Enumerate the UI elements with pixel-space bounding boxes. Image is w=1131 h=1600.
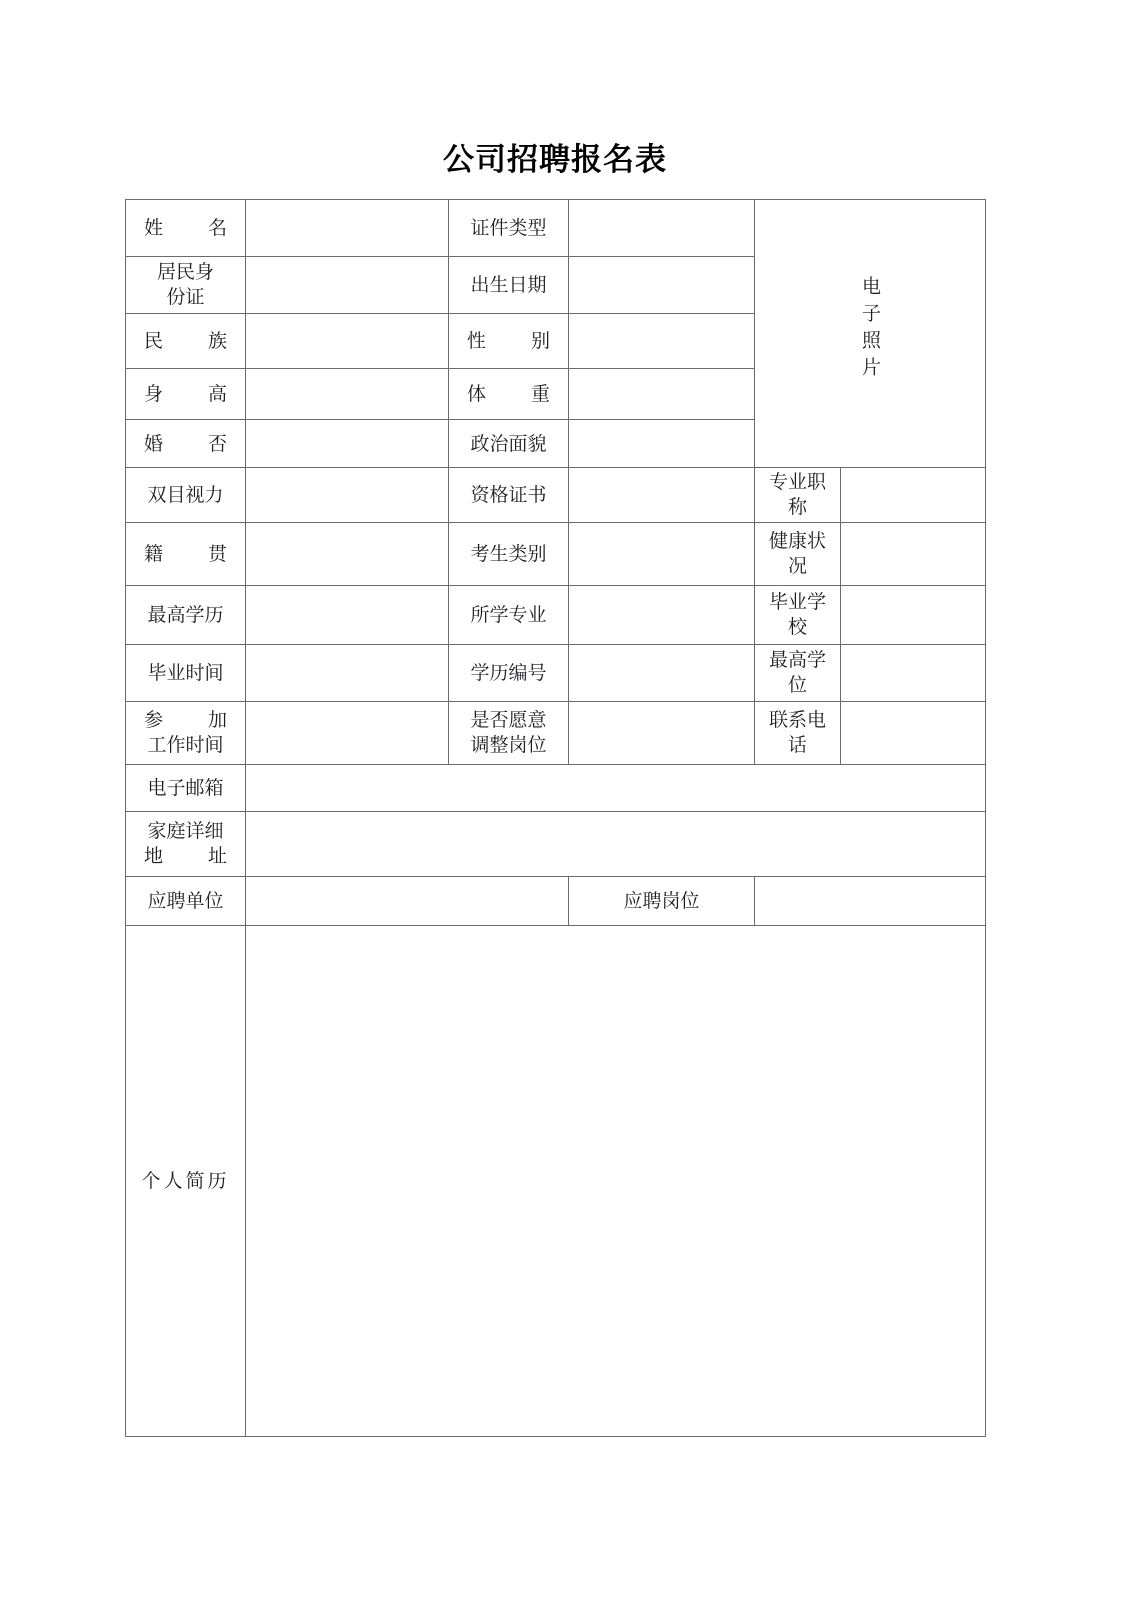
label-email-text: 电子邮箱 (147, 777, 224, 799)
field-work-start[interactable] (246, 702, 449, 765)
label-work-start-line2: 工作时间 (147, 734, 224, 756)
label-education-number-text: 学历编号 (470, 662, 547, 684)
label-birth-date (449, 257, 569, 314)
label-graduation-time-text: 毕业时间 (147, 662, 224, 684)
label-id-type-text: 证件类型 (470, 217, 547, 239)
label-id-card (126, 257, 246, 314)
label-highest-education-text: 最高学历 (147, 604, 224, 626)
label-native-place (126, 523, 246, 586)
label-qualification-cert (449, 468, 569, 523)
label-phone-line2: 话 (787, 734, 807, 756)
label-health-line1: 健康状 (768, 530, 826, 552)
field-birth-date[interactable] (569, 257, 755, 314)
label-home-address-line2: 地 (144, 845, 208, 867)
label-degree-line1: 最高学 (768, 649, 826, 671)
field-marital[interactable] (246, 420, 449, 468)
photo-cell[interactable] (755, 200, 986, 468)
label-name (126, 200, 246, 257)
label-home-address (126, 812, 246, 877)
label-adjust-post-line1: 是否愿意 (470, 709, 547, 731)
field-height[interactable] (246, 369, 449, 420)
table-row (126, 645, 986, 702)
field-education-number[interactable] (569, 645, 755, 702)
field-professional-title[interactable] (841, 468, 986, 523)
label-professional-title (755, 468, 841, 523)
label-gender-text: 性 (467, 330, 531, 352)
label-professional-title-line1: 专业职 (768, 471, 826, 493)
label-work-start-line1: 参 加 (144, 709, 227, 731)
label-eyesight (126, 468, 246, 523)
field-graduation-time[interactable] (246, 645, 449, 702)
field-ethnicity[interactable] (246, 314, 449, 369)
table-row (126, 586, 986, 645)
label-height-text2: 高 (207, 383, 227, 405)
field-apply-unit[interactable] (246, 877, 569, 926)
table-row (126, 523, 986, 586)
label-highest-education (126, 586, 246, 645)
label-home-address-line1: 家庭详细 (147, 820, 224, 842)
label-school (755, 586, 841, 645)
label-work-start (126, 702, 246, 765)
application-form-table (125, 199, 986, 1437)
field-health[interactable] (841, 523, 986, 586)
label-apply-unit (126, 877, 246, 926)
label-marital-text2: 否 (207, 432, 227, 455)
label-name-text: 姓 (144, 217, 208, 239)
field-home-address[interactable] (246, 812, 986, 877)
label-height (126, 369, 246, 420)
label-phone-line1: 联系电 (768, 709, 826, 731)
label-apply-post (569, 877, 755, 926)
photo-placeholder-label: 电子照片 (859, 276, 881, 384)
field-school[interactable] (841, 586, 986, 645)
label-adjust-post (449, 702, 569, 765)
label-id-type (449, 200, 569, 257)
label-major (449, 586, 569, 645)
table-row (126, 468, 986, 523)
table-row (126, 877, 986, 926)
label-health (755, 523, 841, 586)
label-apply-post-text: 应聘岗位 (623, 890, 700, 912)
field-adjust-post[interactable] (569, 702, 755, 765)
field-weight[interactable] (569, 369, 755, 420)
label-ethnicity-text: 民 (144, 330, 208, 352)
label-eyesight-text: 双目视力 (147, 484, 224, 506)
label-health-line2: 况 (787, 555, 807, 577)
field-native-place[interactable] (246, 523, 449, 586)
label-school-line2: 校 (787, 616, 807, 638)
label-degree (755, 645, 841, 702)
label-gender-text2: 别 (530, 330, 550, 352)
label-native-place-text2: 贯 (207, 543, 227, 565)
label-ethnicity-text2: 族 (207, 330, 227, 352)
label-id-card-line1: 居民身 (156, 261, 214, 283)
field-political-status[interactable] (569, 420, 755, 468)
field-eyesight[interactable] (246, 468, 449, 523)
label-marital (126, 420, 246, 468)
label-weight-text: 体 (467, 383, 531, 405)
label-name-text2: 名 (207, 217, 227, 239)
label-gender (449, 314, 569, 369)
table-row (126, 765, 986, 812)
label-candidate-type (449, 523, 569, 586)
label-weight (449, 369, 569, 420)
table-row (126, 200, 986, 257)
field-id-type[interactable] (569, 200, 755, 257)
page-title: 公司招聘报名表 (443, 142, 667, 178)
field-degree[interactable] (841, 645, 986, 702)
field-highest-education[interactable] (246, 586, 449, 645)
label-candidate-type-text: 考生类别 (470, 543, 547, 565)
field-gender[interactable] (569, 314, 755, 369)
label-major-text: 所学专业 (470, 604, 547, 626)
label-school-line1: 毕业学 (768, 591, 826, 613)
label-political-status (449, 420, 569, 468)
label-resume (126, 926, 246, 1437)
field-major[interactable] (569, 586, 755, 645)
field-candidate-type[interactable] (569, 523, 755, 586)
label-qualification-cert-text: 资格证书 (470, 484, 547, 506)
label-phone (755, 702, 841, 765)
label-apply-unit-text: 应聘单位 (147, 890, 224, 912)
label-email (126, 765, 246, 812)
label-id-card-line2: 份证 (166, 286, 205, 308)
field-email[interactable] (246, 765, 986, 812)
field-apply-post[interactable] (755, 877, 986, 926)
label-ethnicity (126, 314, 246, 369)
label-native-place-text: 籍 (144, 543, 208, 565)
label-resume-text: 个人简历 (141, 1170, 230, 1192)
label-home-address-line3: 址 (207, 845, 227, 867)
label-political-status-text: 政治面貌 (470, 432, 547, 455)
label-weight-text2: 重 (530, 383, 550, 405)
field-id-card[interactable] (246, 257, 449, 314)
label-professional-title-line2: 称 (787, 496, 807, 518)
field-name[interactable] (246, 200, 449, 257)
table-row (126, 702, 986, 765)
label-education-number (449, 645, 569, 702)
field-qualification-cert[interactable] (569, 468, 755, 523)
label-height-text: 身 (144, 383, 208, 405)
label-birth-date-text: 出生日期 (470, 274, 547, 296)
label-marital-text: 婚 (144, 432, 208, 455)
field-phone[interactable] (841, 702, 986, 765)
label-graduation-time (126, 645, 246, 702)
table-row (126, 812, 986, 877)
field-resume[interactable] (246, 926, 986, 1437)
label-degree-line2: 位 (787, 674, 807, 696)
label-adjust-post-line2: 调整岗位 (470, 734, 547, 756)
table-row (126, 926, 986, 1437)
